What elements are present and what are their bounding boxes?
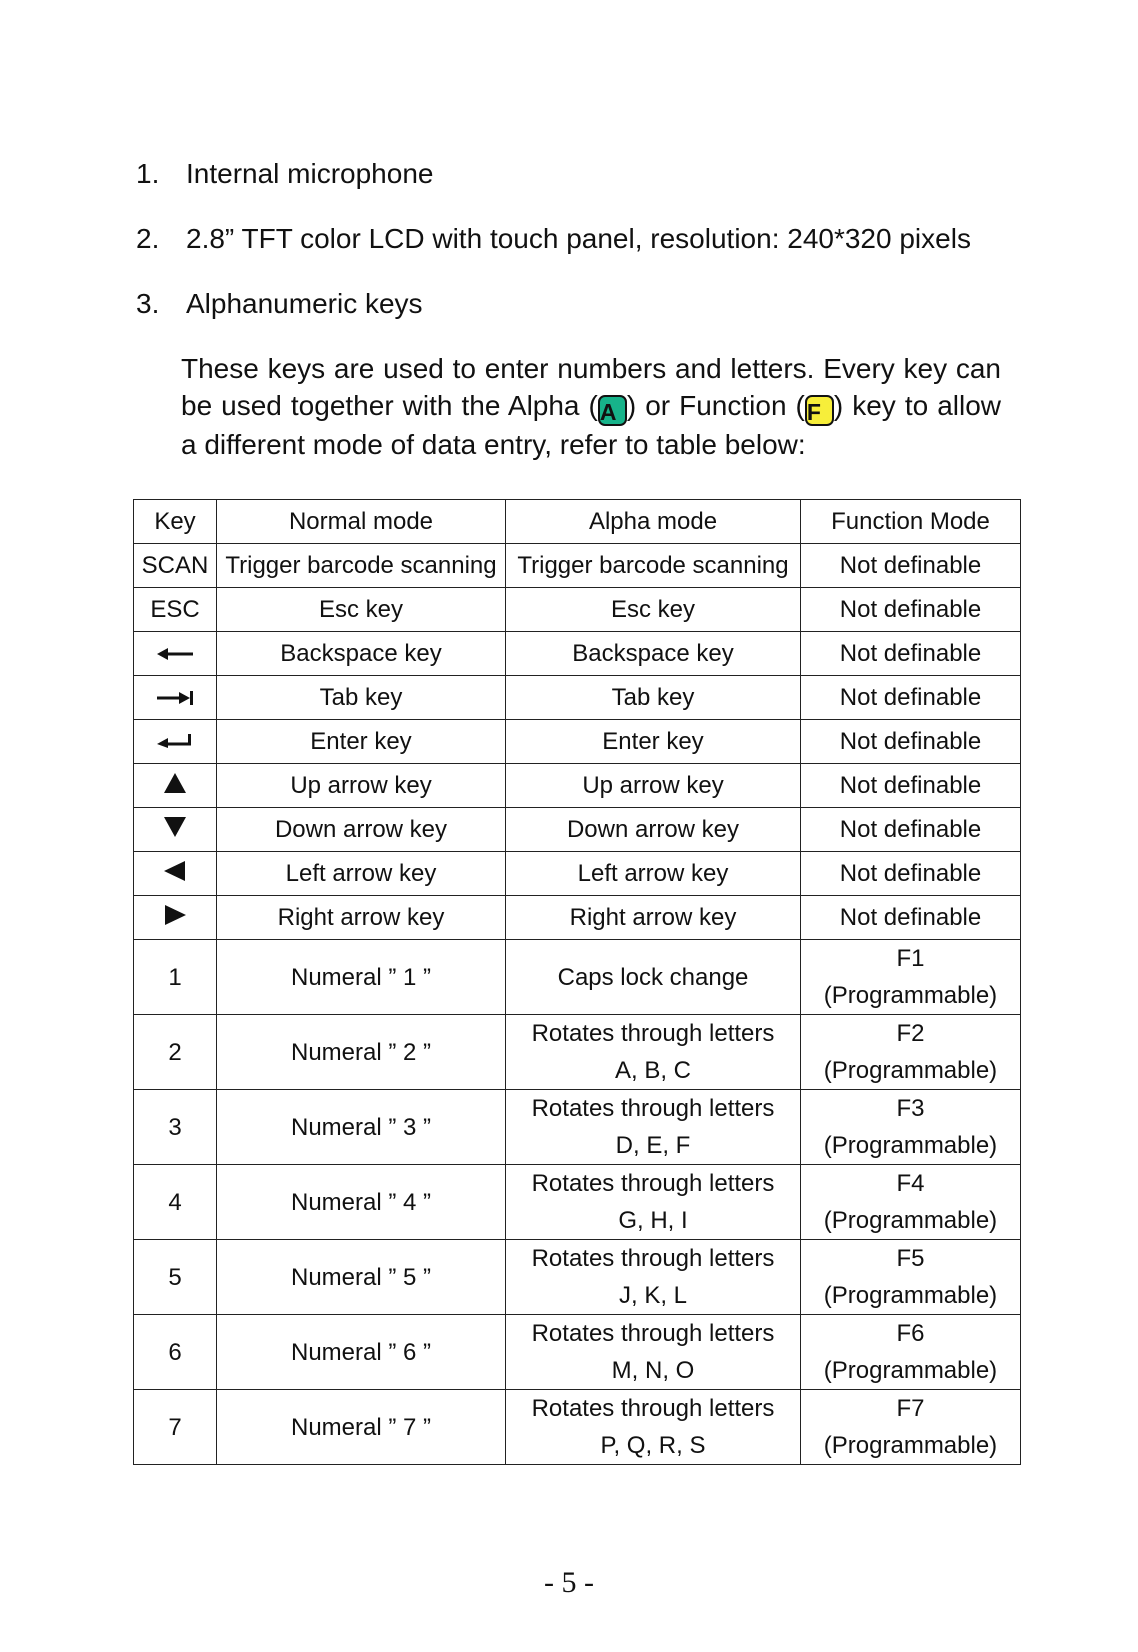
alpha-mode-cell (506, 1165, 801, 1240)
table-row (134, 1390, 1021, 1465)
alpha-mode-cell-line: Right arrow key (569, 904, 737, 931)
table-row (134, 588, 1021, 632)
normal-mode-cell: Right arrow key (217, 896, 506, 940)
alpha-mode-cell-line: Backspace key (572, 640, 734, 667)
list-item-microphone (136, 158, 1016, 190)
alpha-mode-cell (506, 588, 801, 632)
function-mode-cell-line: Not definable (839, 816, 982, 843)
list-text: Internal microphone (186, 158, 434, 189)
alpha-mode-cell (506, 1015, 801, 1090)
list-number: 3. (136, 288, 160, 319)
normal-mode-cell: Numeral ” 4 ” (217, 1165, 506, 1240)
normal-mode-cell: Numeral ” 3 ” (217, 1090, 506, 1165)
key-cell: 5 (134, 1240, 217, 1315)
alpha-mode-cell-line: G, H, I (618, 1207, 688, 1234)
key-cell (134, 676, 217, 720)
function-mode-cell (801, 632, 1021, 676)
backspace-arrow-icon (155, 636, 195, 673)
key-cell (134, 764, 217, 808)
table-row (134, 852, 1021, 896)
right-triangle-icon (163, 900, 187, 937)
normal-mode-cell: Numeral ” 7 ” (217, 1390, 506, 1465)
function-mode-cell-line: F1 (896, 945, 925, 972)
key-cell (134, 632, 217, 676)
alpha-mode-cell-line: Down arrow key (566, 816, 740, 843)
key-cell (134, 896, 217, 940)
key-cell: 7 (134, 1390, 217, 1465)
function-mode-cell-line: (Programmable) (823, 1282, 998, 1309)
table-row (134, 896, 1021, 940)
function-mode-cell (801, 544, 1021, 588)
alpha-mode-cell-line: Rotates through letters (531, 1245, 775, 1272)
alpha-mode-cell-line: D, E, F (615, 1132, 691, 1159)
table-body (134, 544, 1021, 1465)
header-key: Key (134, 500, 217, 544)
alpha-mode-cell-line: Rotates through letters (531, 1020, 775, 1047)
key-cell (134, 852, 217, 896)
key-cell: 3 (134, 1090, 217, 1165)
table-row (134, 720, 1021, 764)
alpha-mode-cell-line: Enter key (602, 728, 704, 755)
description-part-1: These keys are used to enter numbers and letters. Every key can be used together with the Alpha ( (181, 353, 1001, 421)
normal-mode-cell: Numeral ” 6 ” (217, 1315, 506, 1390)
alpha-mode-cell (506, 1090, 801, 1165)
function-mode-cell (801, 1390, 1021, 1465)
left-triangle-icon (163, 856, 187, 893)
normal-mode-cell: Numeral ” 2 ” (217, 1015, 506, 1090)
header-function-mode: Function Mode (801, 500, 1021, 544)
alpha-mode-cell-line: Rotates through letters (531, 1170, 775, 1197)
function-mode-cell-line: Not definable (839, 684, 982, 711)
list-item-display (136, 223, 1016, 255)
function-mode-cell (801, 940, 1021, 1015)
list-item-alphanumeric-keys (136, 288, 1016, 320)
alpha-mode-cell (506, 1315, 801, 1390)
key-cell: 2 (134, 1015, 217, 1090)
table-row (134, 1315, 1021, 1390)
alpha-mode-cell (506, 940, 801, 1015)
table-row (134, 1090, 1021, 1165)
key-cell: 6 (134, 1315, 217, 1390)
list-text: 2.8” TFT color LCD with touch panel, resolution: 240*320 pixels (186, 223, 971, 254)
alpha-mode-cell (506, 1390, 801, 1465)
alpha-mode-cell-line: Rotates through letters (531, 1095, 775, 1122)
alpha-mode-cell-line: J, K, L (618, 1282, 688, 1309)
down-triangle-icon (163, 812, 187, 849)
function-mode-cell-line: (Programmable) (823, 1132, 998, 1159)
key-cell (134, 720, 217, 764)
normal-mode-cell: Esc key (217, 588, 506, 632)
alpha-mode-cell-line: M, N, O (611, 1357, 695, 1384)
alpha-mode-cell-line: Rotates through letters (531, 1320, 775, 1347)
alpha-key-icon: A (598, 395, 627, 426)
alpha-mode-cell (506, 720, 801, 764)
function-mode-cell (801, 1090, 1021, 1165)
alpha-mode-cell-line: Caps lock change (557, 963, 749, 991)
function-mode-cell (801, 852, 1021, 896)
list-number: 2. (136, 223, 160, 254)
alpha-mode-cell-line: Left arrow key (577, 860, 729, 887)
normal-mode-cell: Trigger barcode scanning (217, 544, 506, 588)
normal-mode-cell: Left arrow key (217, 852, 506, 896)
function-mode-cell-line: F3 (896, 1095, 925, 1122)
function-mode-cell-line: F4 (896, 1170, 925, 1197)
function-mode-cell-line: F7 (896, 1395, 925, 1422)
list-text: Alphanumeric keys (186, 288, 423, 319)
function-mode-cell-line: Not definable (839, 772, 982, 799)
function-mode-cell (801, 1240, 1021, 1315)
function-mode-cell-line: (Programmable) (823, 1057, 998, 1084)
feature-list (136, 158, 1016, 320)
header-alpha-mode: Alpha mode (506, 500, 801, 544)
normal-mode-cell: Backspace key (217, 632, 506, 676)
list-number: 1. (136, 158, 160, 189)
normal-mode-cell: Tab key (217, 676, 506, 720)
table-row (134, 1165, 1021, 1240)
normal-mode-cell: Down arrow key (217, 808, 506, 852)
function-mode-cell (801, 808, 1021, 852)
table-row (134, 940, 1021, 1015)
enter-arrow-icon (155, 724, 195, 761)
function-mode-cell-line: F5 (896, 1245, 925, 1272)
function-mode-cell-line: (Programmable) (823, 1357, 998, 1384)
description-part-3: ) key to allow a different mode of data entry, refer to table below: (181, 390, 1001, 460)
up-triangle-icon (163, 768, 187, 805)
header-normal-mode: Normal mode (217, 500, 506, 544)
function-mode-cell (801, 720, 1021, 764)
function-mode-cell-line: (Programmable) (823, 982, 998, 1009)
table-row (134, 632, 1021, 676)
normal-mode-cell: Enter key (217, 720, 506, 764)
alpha-mode-cell-line: Rotates through letters (531, 1395, 775, 1422)
key-cell: 4 (134, 1165, 217, 1240)
table-row (134, 544, 1021, 588)
function-mode-cell (801, 896, 1021, 940)
table-row (134, 808, 1021, 852)
page-number: - 5 - (544, 1566, 594, 1599)
alpha-mode-cell-line: Up arrow key (582, 772, 724, 799)
normal-mode-cell: Numeral ” 1 ” (217, 940, 506, 1015)
function-mode-cell-line: Not definable (839, 552, 982, 579)
alpha-mode-cell-line: Trigger barcode scanning (517, 552, 789, 579)
normal-mode-cell: Numeral ” 5 ” (217, 1240, 506, 1315)
function-mode-cell-line: (Programmable) (823, 1207, 998, 1234)
function-mode-cell-line: F6 (896, 1320, 925, 1347)
key-cell: SCAN (134, 544, 217, 588)
function-mode-cell-line: Not definable (839, 596, 982, 623)
function-mode-cell-line: (Programmable) (823, 1432, 998, 1459)
function-mode-cell (801, 1315, 1021, 1390)
function-mode-cell (801, 676, 1021, 720)
alpha-mode-cell (506, 676, 801, 720)
alpha-mode-cell (506, 896, 801, 940)
function-mode-cell-line: Not definable (839, 904, 982, 931)
normal-mode-cell: Up arrow key (217, 764, 506, 808)
alpha-mode-cell (506, 1240, 801, 1315)
key-cell (134, 808, 217, 852)
table-row (134, 676, 1021, 720)
table-row (134, 764, 1021, 808)
table-row (134, 1015, 1021, 1090)
alpha-mode-cell-line: A, B, C (614, 1057, 692, 1084)
key-cell: 1 (134, 940, 217, 1015)
function-mode-cell (801, 764, 1021, 808)
function-mode-cell-line: F2 (896, 1020, 925, 1047)
function-mode-cell (801, 588, 1021, 632)
description-part-2: ) or Function ( (626, 390, 805, 421)
alpha-mode-cell (506, 852, 801, 896)
function-mode-cell (801, 1165, 1021, 1240)
function-key-icon: F (805, 395, 834, 426)
keys-description (181, 350, 1001, 463)
function-mode-cell-line: Not definable (839, 728, 982, 755)
key-cell: ESC (134, 588, 217, 632)
alpha-mode-cell-line: Esc key (610, 596, 696, 623)
alpha-mode-cell (506, 544, 801, 588)
function-mode-cell-line: Not definable (839, 640, 982, 667)
alpha-mode-cell (506, 632, 801, 676)
alpha-mode-cell (506, 764, 801, 808)
tab-arrow-icon (155, 680, 195, 717)
function-mode-cell (801, 1015, 1021, 1090)
table-header-row (134, 500, 1021, 544)
alpha-mode-cell (506, 808, 801, 852)
function-mode-cell-line: Not definable (839, 860, 982, 887)
alpha-mode-cell-line: Tab key (611, 684, 695, 711)
key-mode-table (133, 499, 1021, 1465)
alpha-mode-cell-line: P, Q, R, S (600, 1432, 706, 1459)
table-row (134, 1240, 1021, 1315)
